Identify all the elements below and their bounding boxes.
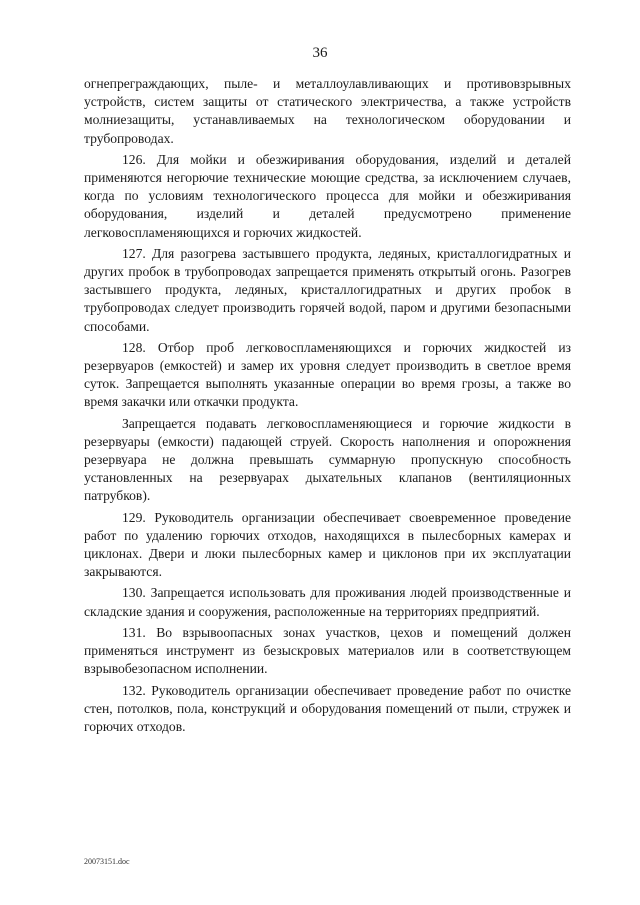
paragraph-128-continued: Запрещается подавать легковоспламеняющиеся и горючие жидкости в резервуары (емкости) падающей струей. Скорость наполнения и опорожнения резервуара не должна превышать суммарную пропускную способность установленных на резервуарах дыхательных клапанов (вентиляционных патрубков). (84, 415, 571, 504)
page-number: 36 (312, 45, 328, 61)
paragraph-131: 131. Во взрывоопасных зонах участков, цехов и помещений должен применяться инструмент из безыскровых материалов или в соответствующем взрывобезопасном исполнении. (84, 624, 571, 677)
paragraph-132: 132. Руководитель организации обеспечивает проведение работ по очистке стен, потолков, пола, конструкций и оборудования помещений от пыли, стружек и горючих отходов. (84, 682, 571, 734)
paragraph-continuation: огнепреграждающих, пыле- и металлоулавливающих и противовзрывных устройств, систем защиты от статического электричества, а также устройств молниезащиты, устанавливаемых на технологическом оборудовании и трубопроводах. (84, 76, 571, 146)
document-file-code: 20073151.doc (84, 857, 130, 866)
paragraph-129: 129. Руководитель организации обеспечивает своевременное проведение работ по удалению горючих отходов, находящихся в пылесборных камерах и циклонах. Двери и люки пылесборных камер и циклонов при их эксплуатации закрываются. (84, 509, 571, 580)
paragraph-130: 130. Запрещается использовать для проживания людей производственные и складские здания и сооружения, расположенные на территориях предприятий. (84, 585, 571, 619)
paragraph-126: 126. Для мойки и обезжиривания оборудования, изделий и деталей применяются негорючие технические моющие средства, за исключением случаев, когда по условиям технологического процесса для мойки и обезжиривания оборудования, изделий и деталей предусмотрено применение легковоспламеняющихся и горючих жидкостей. (84, 151, 571, 240)
document-body (84, 75, 571, 736)
paragraph-127: 127. Для разогрева застывшего продукта, ледяных, кристаллогидратных и других пробок в трубопроводах запрещается применять открытый огонь. Разогрев застывшего продукта, ледяных, кристаллогидратных и других пробок в трубопроводах следует производить горячей водой, паром и другими безопасными способами. (84, 245, 571, 334)
paragraph-128: 128. Отбор проб легковоспламеняющихся и горючих жидкостей из резервуаров (емкостей) и замер их уровня следует производить в светлое время суток. Запрещается выполнять указанные операции во время грозы, а также во время закачки или откачки продукта. (84, 339, 571, 410)
